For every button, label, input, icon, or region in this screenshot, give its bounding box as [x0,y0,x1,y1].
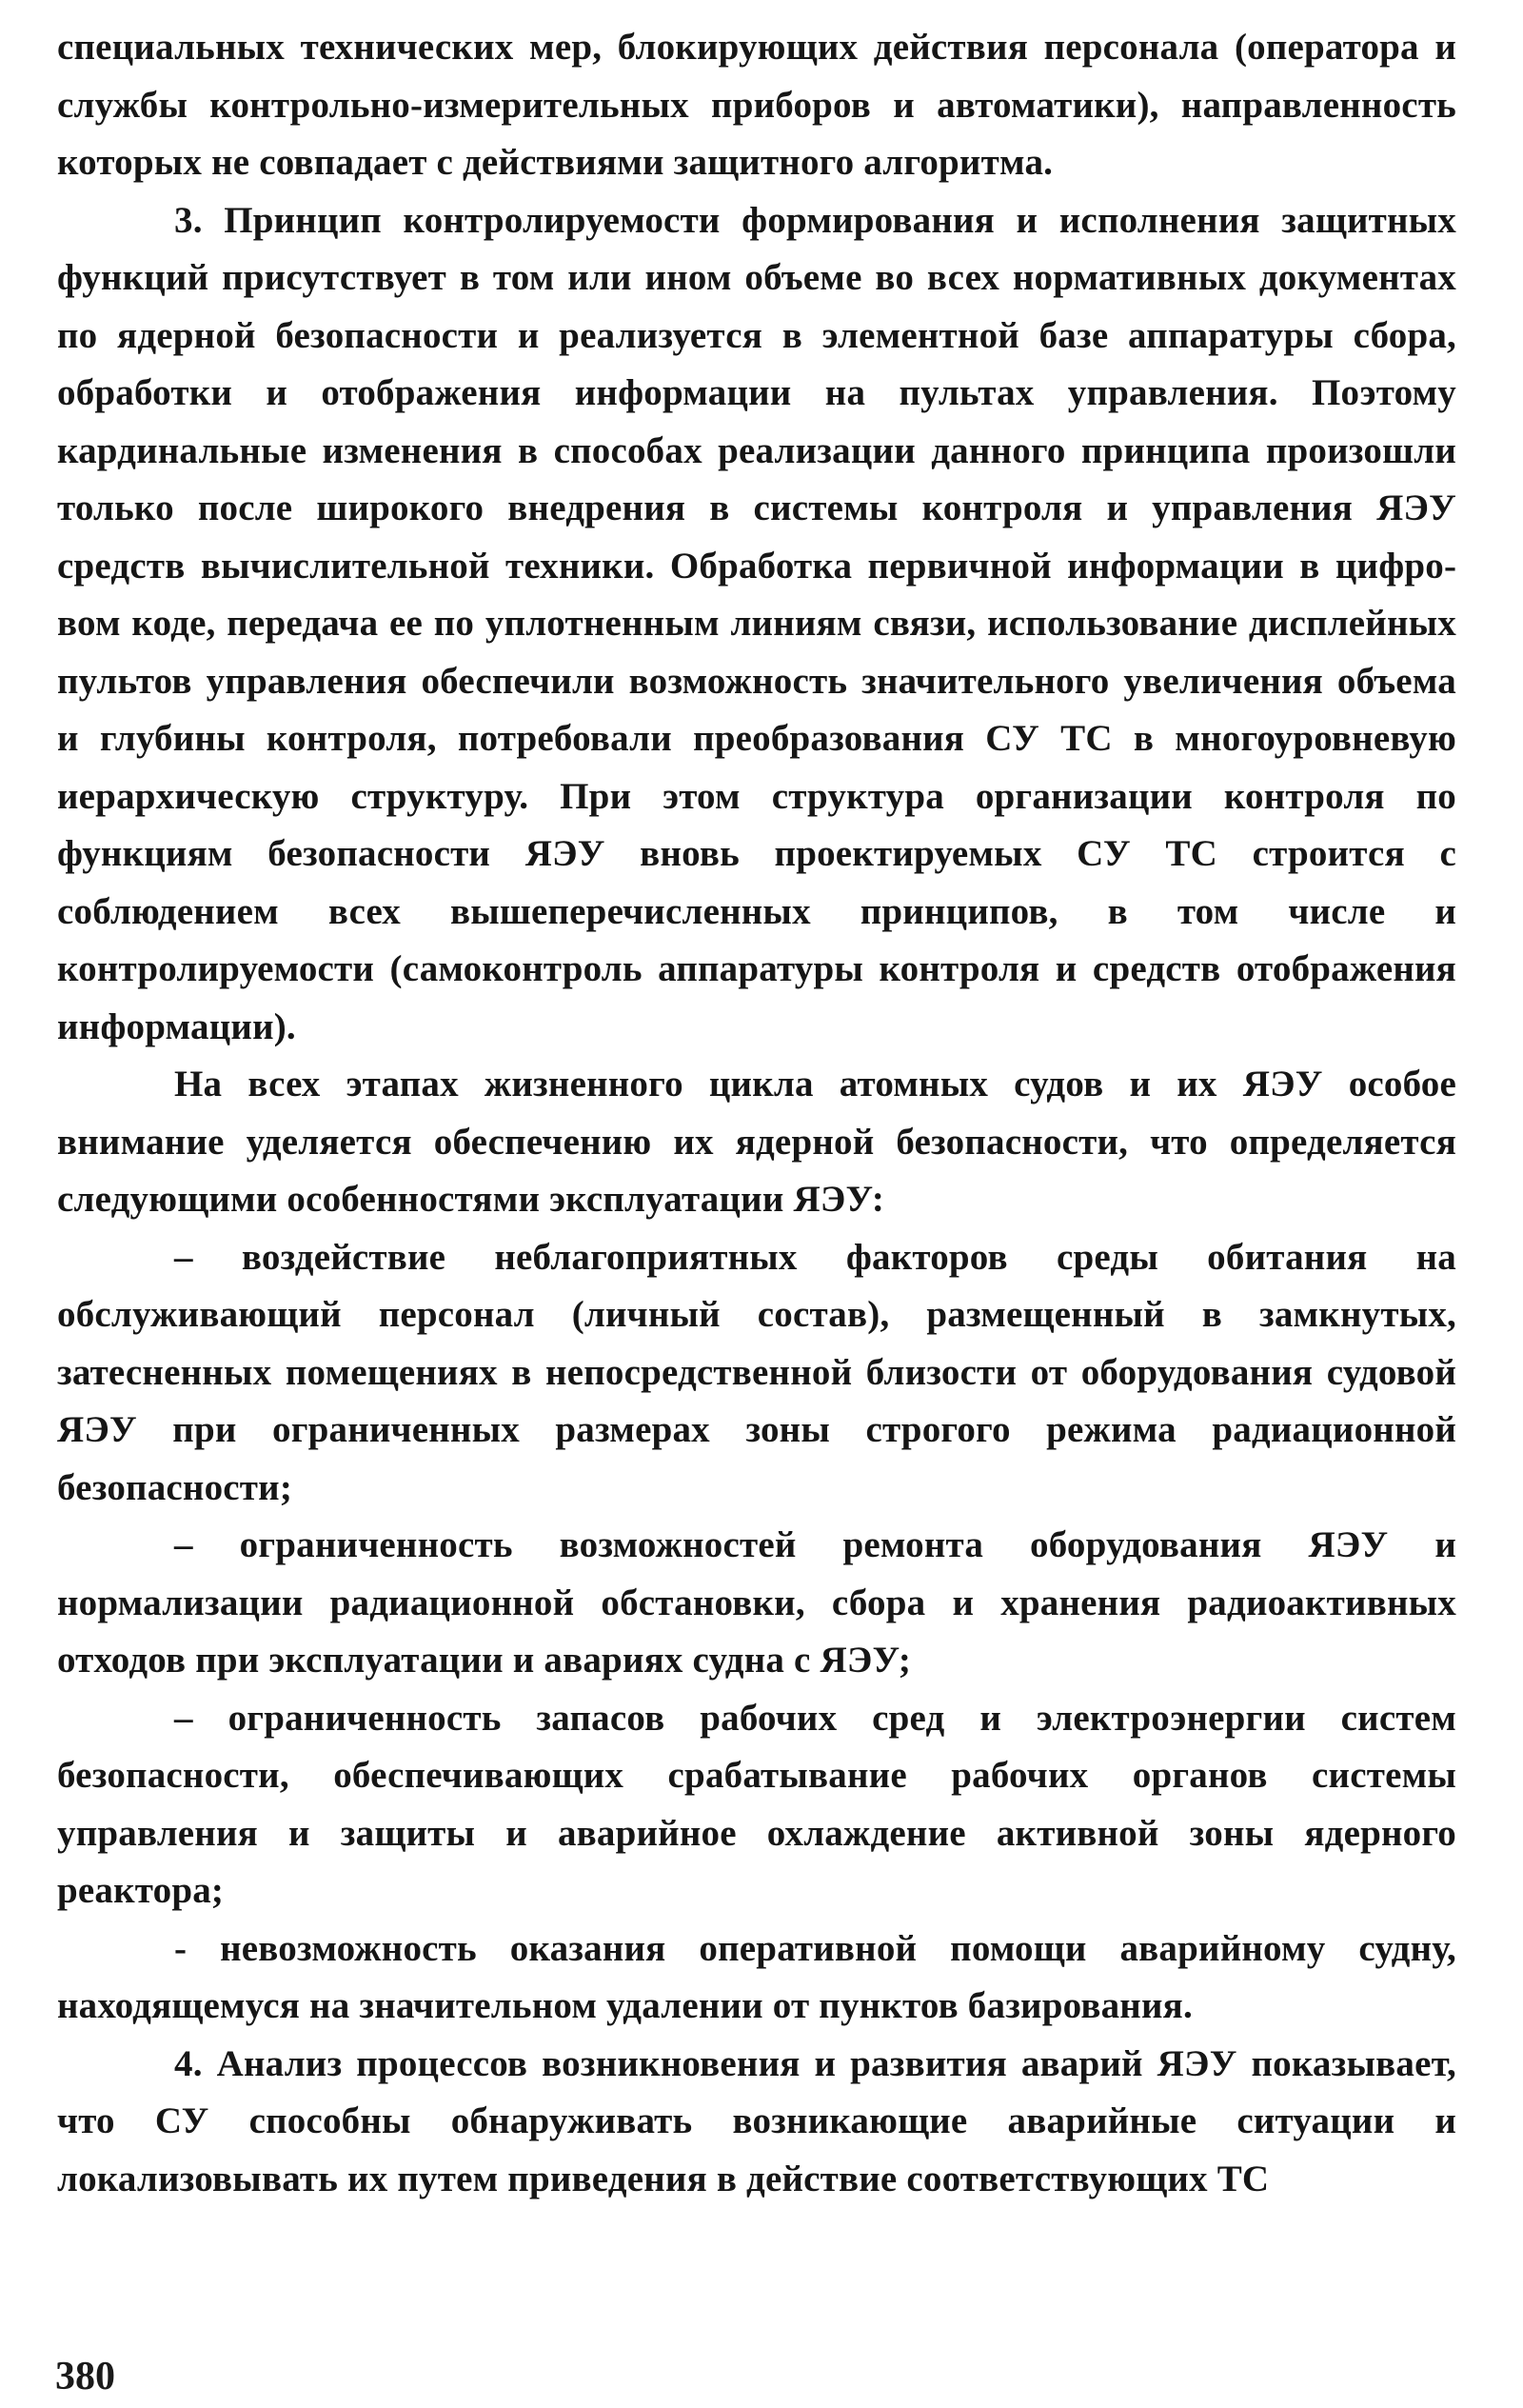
paragraph-principle-4: 4. Анализ процессов возникновения и развития аварий ЯЭУ показывает, что СУ способны обнаруживать возникающие аварийные ситуации и локализовывать их путем приведения в действие соответствующих ТС [57,2042,1456,2199]
paragraph-continuation: специальных технических мер, блокирующих действия персонала (оператора и службы контрольно-измерительных приборов и автоматики), направленность которых не совпадает с действиями защитного алгоритма. [57,27,1456,183]
list-item-environment-factors: – воздействие неблагоприятных факторов среды обитания на обслуживающий персонал (личный состав), размещенный в замкнутых, затесненных помещениях в непосредственной близости от оборудования судовой ЯЭУ при ограниченных размерах зоны строгого режима радиационной безопасности; [57,1236,1456,1508]
list-item-no-assistance: - невозможность оказания оперативной помощи аварийному судну, находящемуся на значительном удалении от пунктов базирования. [57,1927,1456,2026]
list-item-repair-limitations: – ограниченность возможностей ремонта оборудования ЯЭУ и нормализации радиационной обстановки, сбора и хранения радиоактивных отходов при эксплуатации и авариях судна с ЯЭУ; [57,1524,1456,1681]
paragraph-principle-3: 3. Принцип контролируемости формирования и исполнения защитных функций присутствует в том или ином объеме во всех нормативных документах по ядерной безопасности и реализуется в элементной базе аппаратуры сбора, обработки и отображения информации на пультах управления. Поэтому кардинальные изменения в способах реализации данного принципа произошли только после широкого внедрения в системы контроля и управления ЯЭУ средств вычислительной техники. Обработка первичной информации в цифровом коде, передача ее по уплотненным линиям связи, использование дисплейных пультов управления обеспечили возможность значительного увеличения объема и глубины контроля, потребовали преобразования СУ ТС в многоуровневую иерархическую структуру. При этом структура организации контроля по функциям безопасности ЯЭУ вновь проектируемых СУ ТС строится с соблюдением всех вышеперечисленных принципов, в том числе и контролируемости (самоконтроль аппаратуры контроля и средств отображения информации). [57,199,1456,1047]
paragraph-lifecycle: На всех этапах жизненного цикла атомных судов и их ЯЭУ особое внимание уделяется обеспечению их ядерной безопасности, что определяется следующими особенностями эксплуатации ЯЭУ: [57,1064,1456,1220]
list-item-resource-limitations: – ограниченность запасов рабочих сред и электроэнергии систем безопасности, обеспечивающих срабатывание рабочих органов системы управления и защиты и аварийное охлаждение активной зоны ядерного реактора; [57,1697,1456,1911]
document-page [57,19,1456,2380]
page-number: 380 [55,2355,115,2398]
